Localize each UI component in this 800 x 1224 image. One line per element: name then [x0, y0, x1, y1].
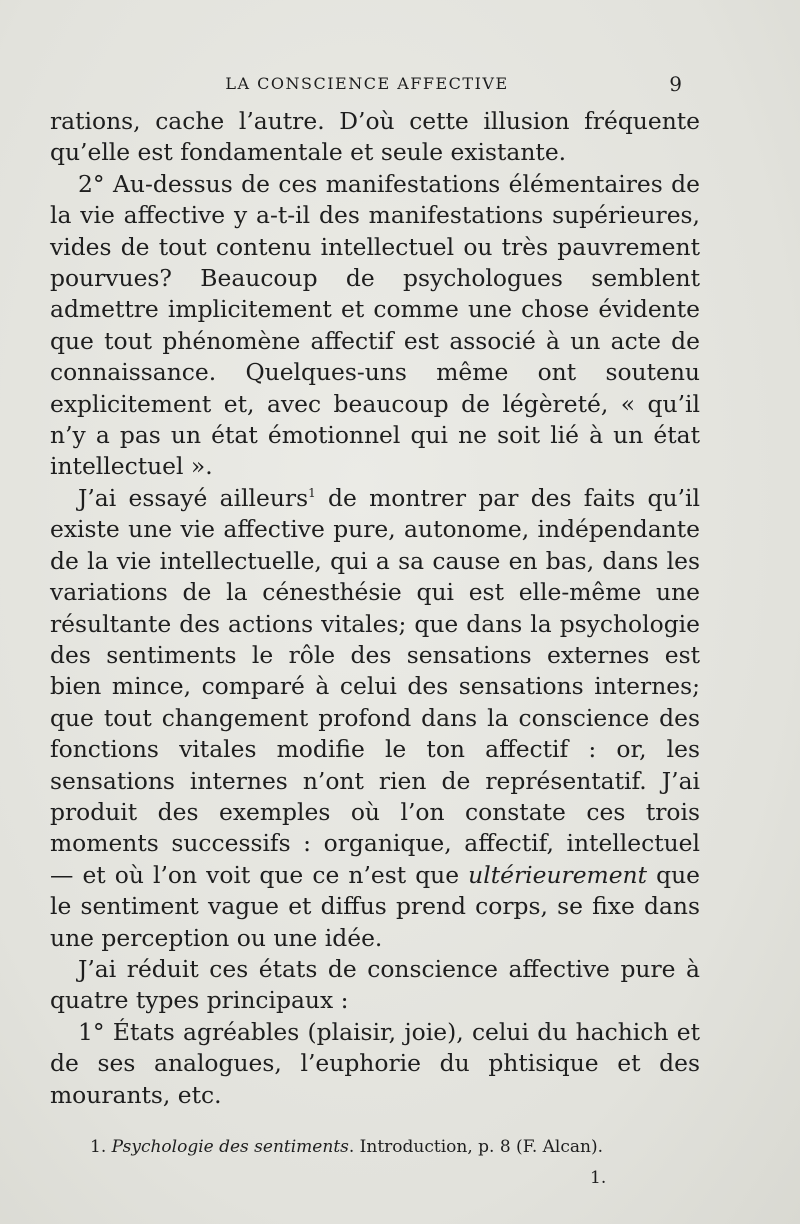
paragraph-text-after-ref: de montrer par des faits qu’il existe une vie affective pure, autonome, indépendante de la vie intellectuelle, qui a sa cause en bas, dans les variations de la cénesthésie qui est elle-même une résultante des actions vitales; que dans la psychologie des sentiments le rôle des sensations externes est bien mince, comparé à celui des sensations internes; que tout changement profond dans la conscience des fonctions vitales modifie le ton affectif : or, les sensations internes n’ont rien de représentatif. J’ai produit des exemples où l’on constate ces trois moments successifs : organique, affectif, intellectuel — et où l’on voit que ce n’est que: [50, 483, 700, 889]
paragraph-text-end: que le sentiment vague et diffus prend corps, se fixe dans une perception ou une idée.: [50, 860, 700, 952]
body-text: [50, 106, 700, 1111]
paragraph-pure-affective-life: [50, 483, 700, 954]
paragraph-2-superior-manifestations: 2° Au-dessus de ces manifestations élémentaires de la vie affective y a-t-il des manifestations supérieures, vides de tout contenu intellectuel ou très pauvrement pourvues? Beaucoup de psychologues semblent admettre implicitement et comme une chose évidente que tout phénomène affectif est associé à un acte de connaissance. Quelques-uns même ont soutenu explicitement et, avec beaucoup de légèreté, « qu’il n’y a pas un état émotionnel qui ne soit lié à un état intellectuel ».: [50, 169, 700, 481]
paragraph-agreeable-states: 1° États agréables (plaisir, joie), celui du hachich et de ses analogues, l’euphorie du phtisique et des mourants, etc.: [50, 1017, 700, 1109]
footnote-book-title: Psychologie des sentiments: [111, 1137, 349, 1157]
emphasized-word: ultérieurement: [468, 860, 648, 889]
paragraph-continuation: rations, cache l’autre. D’où cette illusion fréquente qu’elle est fondamentale et seule existante.: [50, 107, 700, 167]
signature-mark: 1.: [590, 1168, 607, 1188]
footnote-citation: . Introduction, p. 8 (F. Alcan).: [348, 1137, 604, 1157]
footnote-reference: 1: [308, 486, 316, 501]
footnote: [90, 1137, 710, 1157]
footnote-number: 1.: [90, 1137, 107, 1157]
page-header: [52, 72, 682, 98]
paragraph-four-types: J’ai réduit ces états de conscience affective pure à quatre types principaux :: [50, 954, 700, 1015]
running-title: LA CONSCIENCE AFFECTIVE: [225, 74, 509, 93]
page-number: 9: [669, 72, 682, 96]
paragraph-text-before-ref: J’ai essayé ailleurs: [78, 483, 309, 512]
